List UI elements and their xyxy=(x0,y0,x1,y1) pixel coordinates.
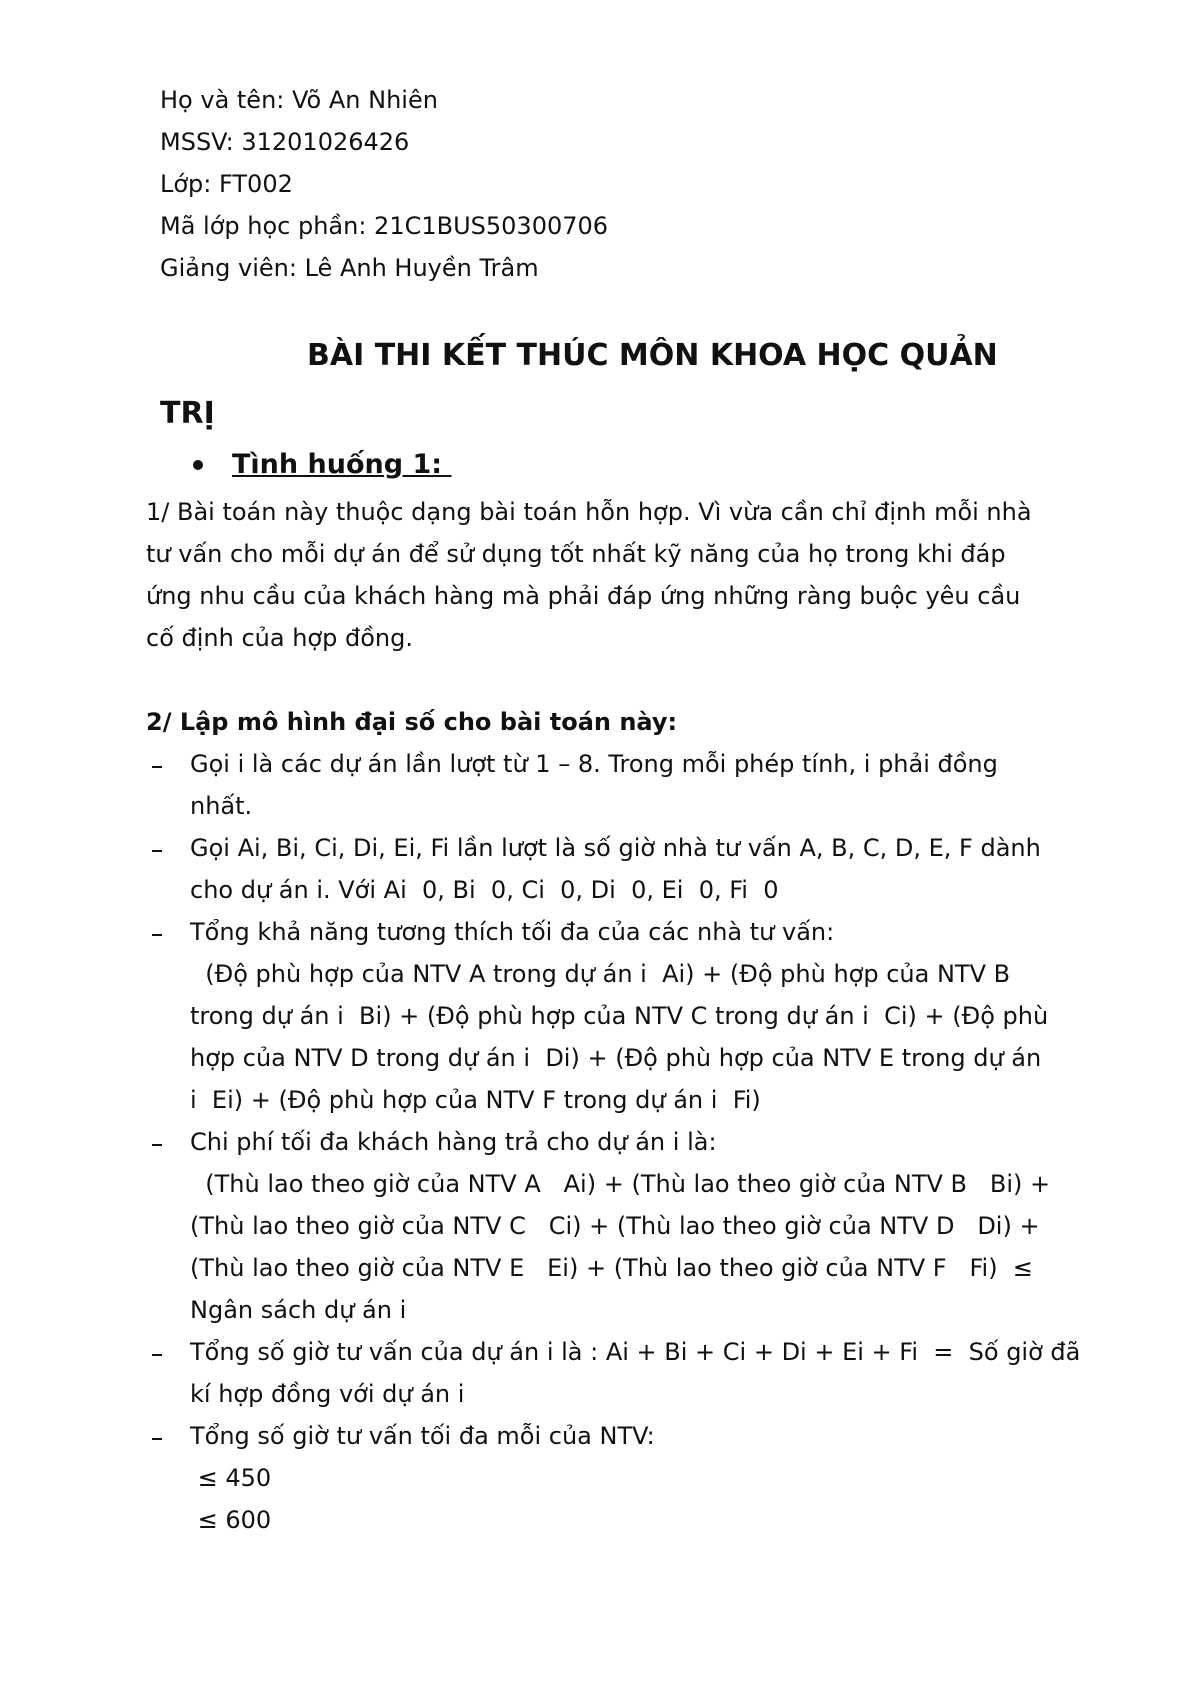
dash-bullet-icon xyxy=(152,850,162,852)
list-item-line: trong dự án i Bi) + (Độ phù hợp của NTV C trong dự án i Ci) + (Độ phù xyxy=(190,1002,1049,1030)
class-name: Lớp: FT002 xyxy=(160,170,293,198)
dash-bullet-icon xyxy=(152,1438,162,1440)
page-title-continued: TRỊ xyxy=(160,396,215,431)
list-item-line: kí hợp đồng với dự án i xyxy=(190,1380,465,1408)
question-2-heading: 2/ Lập mô hình đại số cho bài toán này: xyxy=(146,708,678,736)
answer-1-line: ứng nhu cầu của khách hàng mà phải đáp ứng những ràng buộc yêu cầu xyxy=(146,582,1021,610)
bullet-icon xyxy=(193,460,203,470)
list-item-line: Gọi Ai, Bi, Ci, Di, Ei, Fi lần lượt là số giờ nhà tư vấn A, B, C, D, E, F dành xyxy=(190,834,1041,862)
dash-bullet-icon xyxy=(152,766,162,768)
section-heading: Tình huống 1: xyxy=(232,449,452,480)
list-item-line: (Thù lao theo giờ của NTV A Ai) + (Thù lao theo giờ của NTV B Bi) + xyxy=(190,1170,1051,1198)
list-item-line: Tổng số giờ tư vấn tối đa mỗi của NTV: xyxy=(190,1422,655,1450)
list-item-line: Tổng số giờ tư vấn của dự án i là : Ai + Bi + Ci + Di + Ei + Fi = Số giờ đã xyxy=(190,1338,1081,1366)
page-title: BÀI THI KẾT THÚC MÔN KHOA HỌC QUẢN xyxy=(307,338,998,373)
list-item-line: (Thù lao theo giờ của NTV E Ei) + (Thù lao theo giờ của NTV F Fi) ≤ xyxy=(190,1254,1033,1282)
list-item-line: (Thù lao theo giờ của NTV C Ci) + (Thù lao theo giờ của NTV D Di) + xyxy=(190,1212,1040,1240)
dash-bullet-icon xyxy=(152,1144,162,1146)
list-item-line: (Độ phù hợp của NTV A trong dự án i Ai) + (Độ phù hợp của NTV B xyxy=(190,960,1011,988)
list-item-line: nhất. xyxy=(190,792,253,820)
answer-1-line: cố định của hợp đồng. xyxy=(146,624,413,652)
list-item-line: ≤ 600 xyxy=(190,1506,272,1534)
list-item-line: i Ei) + (Độ phù hợp của NTV F trong dự án i Fi) xyxy=(190,1086,761,1114)
lecturer-name: Giảng viên: Lê Anh Huyền Trâm xyxy=(160,254,539,282)
course-code: Mã lớp học phần: 21C1BUS50300706 xyxy=(160,212,609,240)
answer-1-line: tư vấn cho mỗi dự án để sử dụng tốt nhất kỹ năng của họ trong khi đáp xyxy=(146,540,1006,568)
list-item-line: Tổng khả năng tương thích tối đa của các nhà tư vấn: xyxy=(190,918,835,946)
list-item-line: Gọi i là các dự án lần lượt từ 1 – 8. Trong mỗi phép tính, i phải đồng xyxy=(190,750,998,778)
dash-bullet-icon xyxy=(152,934,162,936)
list-item-line: ≤ 450 xyxy=(190,1464,272,1492)
dash-bullet-icon xyxy=(152,1354,162,1356)
list-item-line: Ngân sách dự án i xyxy=(190,1296,407,1324)
list-item-line: cho dự án i. Với Ai 0, Bi 0, Ci 0, Di 0, Ei 0, Fi 0 xyxy=(190,876,779,904)
list-item-line: hợp của NTV D trong dự án i Di) + (Độ phù hợp của NTV E trong dự án xyxy=(190,1044,1042,1072)
student-name: Họ và tên: Võ An Nhiên xyxy=(160,86,438,114)
student-id: MSSV: 31201026426 xyxy=(160,128,410,156)
list-item-line: Chi phí tối đa khách hàng trả cho dự án i là: xyxy=(190,1128,717,1156)
answer-1-line: 1/ Bài toán này thuộc dạng bài toán hỗn hợp. Vì vừa cần chỉ định mỗi nhà xyxy=(146,498,1032,526)
